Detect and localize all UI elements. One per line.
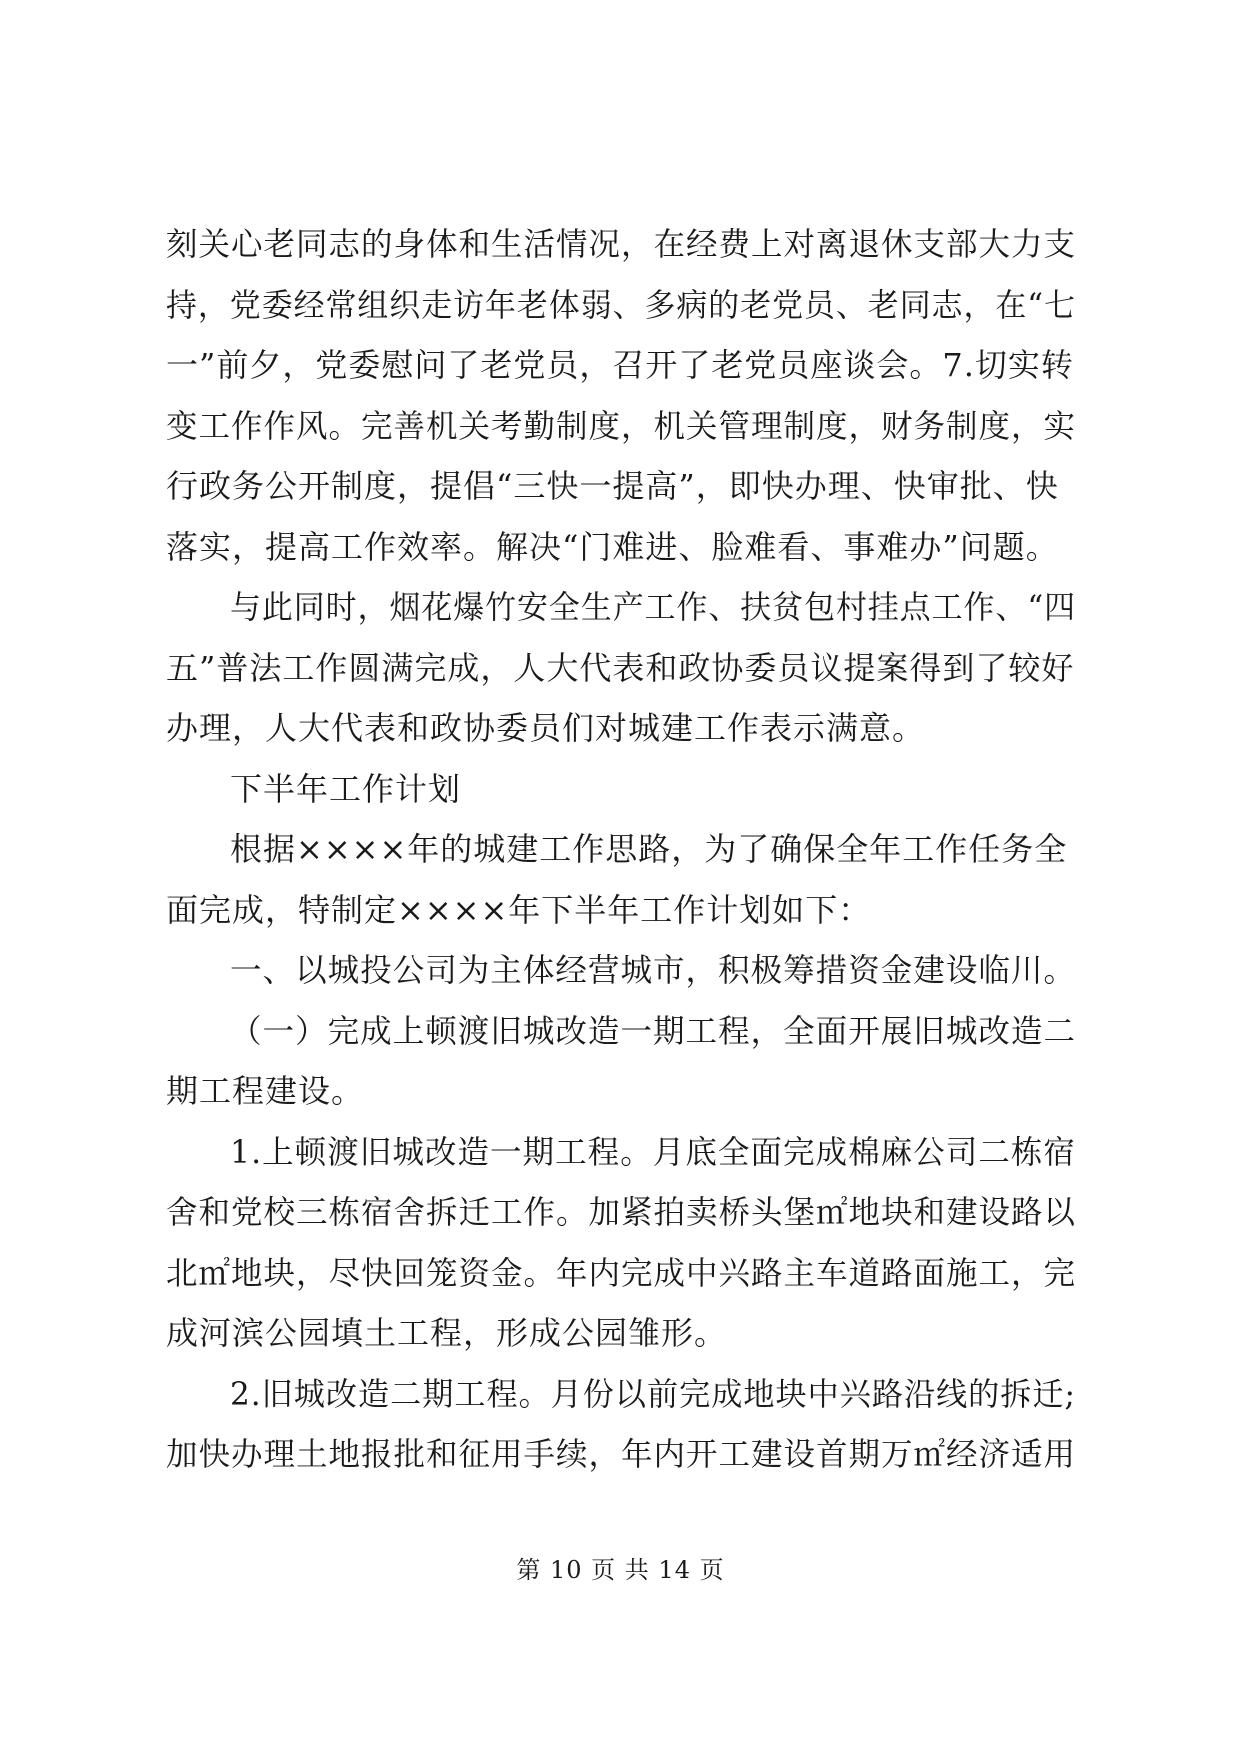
- paragraph-start: 一、以城投公司为主体经营城市，积极筹措资金建设临川。: [230, 951, 1076, 989]
- paragraph-start: 2.旧城改造二期工程。月份以前完成地块中兴路沿线的拆迁;: [230, 1374, 1076, 1413]
- text-line: 持，党委经常组织走访年老体弱、多病的老党员、老同志，在“七: [166, 285, 1076, 324]
- section-heading: 下半年工作计划: [230, 769, 462, 808]
- text-line: 舍和党校三栋宿舍拆迁工作。加紧拍卖桥头堡㎡地块和建设路以: [166, 1193, 1076, 1231]
- text-line: 北㎡地块，尽快回笼资金。年内完成中兴路主车道路面施工，完: [166, 1253, 1076, 1292]
- page-number-footer: 第 10 页 共 14 页: [516, 1556, 725, 1584]
- text-line: 一”前夕，党委慰问了老党员，召开了老党员座谈会。7.切实转: [166, 346, 1074, 384]
- paragraph-start: 根据××××年的城建工作思路，为了确保全年工作任务全: [230, 830, 1068, 868]
- text-line: 刻关心老同志的身体和生活情况，在经费上对离退休支部大力支: [166, 225, 1076, 263]
- text-line: 办理，人大代表和政协委员们对城建工作表示满意。: [166, 709, 926, 747]
- paragraph-start: 1.上顿渡旧城改造一期工程。月底全面完成棉麻公司二栋宿: [230, 1132, 1076, 1171]
- text-line: 加快办理土地报批和征用手续，年内开工建设首期万㎡经济适用: [166, 1435, 1076, 1473]
- paragraph-start: （一）完成上顿渡旧城改造一期工程，全面开展旧城改造二: [230, 1011, 1076, 1050]
- text-line: 成河滨公园填土工程，形成公园雏形。: [166, 1314, 728, 1352]
- text-line: 变工作作风。完善机关考勤制度，机关管理制度，财务制度，实: [166, 406, 1076, 445]
- body-text: [166, 225, 1076, 1499]
- text-line: 期工程建设。: [166, 1072, 365, 1110]
- text-line: 面完成，特制定××××年下半年工作计划如下：: [166, 890, 872, 929]
- paragraph-start: 与此同时，烟花爆竹安全生产工作、扶贫包村挂点工作、“四: [230, 588, 1076, 626]
- text-line: 五”普法工作圆满完成，人大代表和政协委员议提案得到了较好: [166, 648, 1075, 687]
- text-line: 行政务公开制度，提倡“三快一提高”，即快办理、快审批、快: [166, 467, 1059, 505]
- text-line: 落实，提高工作效率。解决“门难进、脸难看、事难办”问题。: [166, 527, 1059, 566]
